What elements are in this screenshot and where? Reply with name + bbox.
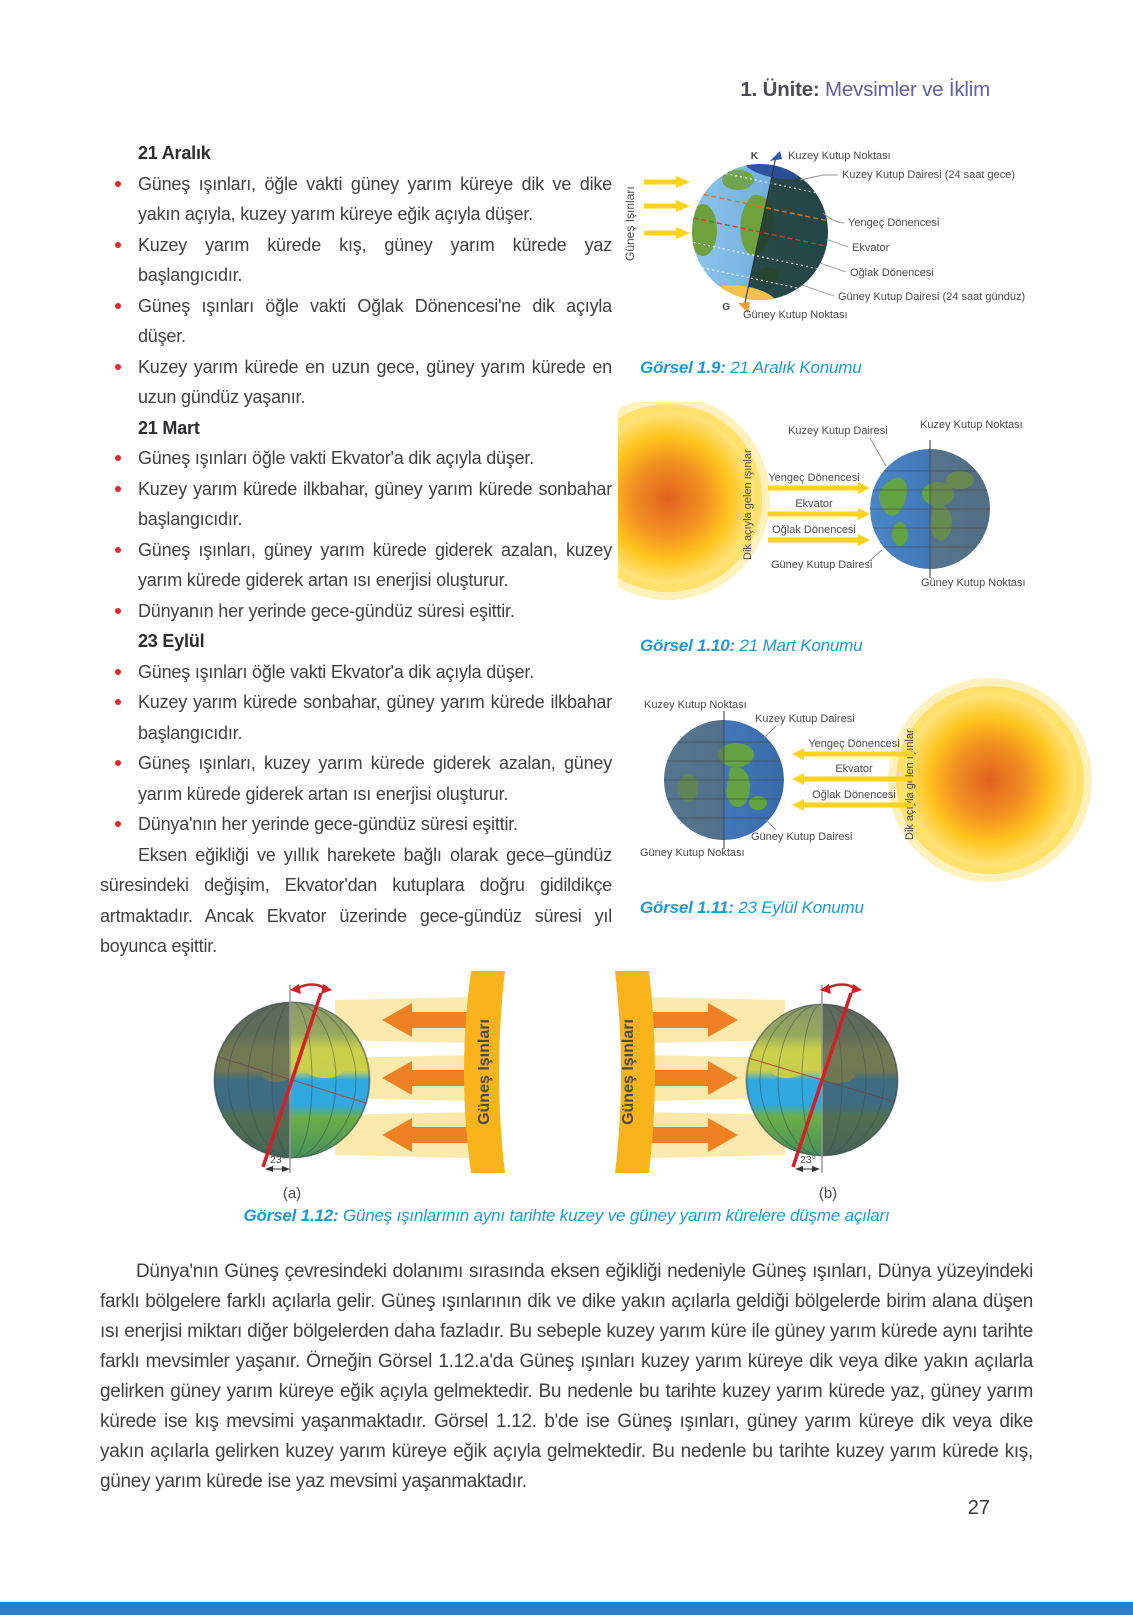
bullet-text: Güneş ışınları öğle vakti Ekvator'a dik açıyla düşer.: [138, 448, 535, 468]
list-item: [100, 443, 612, 474]
sun-rays-label: Güneş Işınları: [623, 186, 637, 261]
tropic-cancer-label: Yengeç Dönencesi: [808, 738, 900, 750]
bullet-text: Dünyanın her yerinde gece-gündüz süresi eşittir.: [138, 600, 515, 621]
sun-ray-arrows: [644, 182, 676, 233]
tropic-cancer-label: Yengeç Dönencesi: [848, 217, 940, 229]
north-pole-label: Kuzey Kutup Noktası: [920, 419, 1023, 431]
section-heading-21-aralik: 21 Aralık: [138, 143, 211, 163]
bullet-list-21-aralik: [100, 169, 612, 413]
caption-fig-1-12: [100, 1206, 1033, 1226]
callout-line: [764, 726, 776, 738]
list-item: [100, 687, 612, 748]
bullet-text: Güneş ışınları, kuzey yarım kürede giderek azalan, güney yarım kürede giderek artan ısı enerjisi oluşturur.: [138, 753, 612, 804]
section-heading-21-mart: 21 Mart: [138, 417, 200, 438]
bullet-text: Kuzey yarım kürede kış, güney yarım kürede yaz başlangıcıdır.: [138, 234, 612, 285]
svg-text:23°: 23°: [800, 1154, 816, 1166]
antarctic-circle-label: Güney Kutup Dairesi: [771, 559, 873, 571]
list-item: [100, 291, 612, 352]
list-item: [100, 535, 612, 596]
bullet-icon: [115, 669, 121, 675]
bullet-text: Kuzey yarım kürede en uzun gece, güney yarım kürede en uzun gündüz yaşanır.: [138, 356, 612, 407]
list-item: [100, 596, 612, 627]
bullet-text: Güneş ışınları öğle vakti Ekvator'a dik açıyla düşer.: [138, 661, 535, 682]
equator-label: Ekvator: [852, 242, 890, 254]
equator-label: Ekvator: [795, 498, 833, 510]
caption-fig-1-11: [640, 898, 864, 918]
bullet-icon: [115, 303, 121, 309]
caption-label: Görsel 1.10:: [640, 636, 735, 655]
bullet-icon: [115, 181, 121, 187]
arctic-circle-label: Kuzey Kutup Dairesi: [755, 713, 855, 725]
tropic-capricorn-label: Oğlak Dönencesi: [772, 524, 856, 536]
equator-label: Ekvator: [835, 763, 873, 775]
callout-line: [766, 820, 776, 830]
caption-text: 21 Aralık Konumu: [730, 358, 862, 377]
callout-line: [870, 438, 886, 466]
caption-text: Güneş ışınlarının aynı tarihte kuzey ve güney yarım kürelere düşme açıları: [343, 1206, 890, 1225]
bullet-text: Dünya'nın her yerinde gece-gündüz süresi eşittir.: [138, 814, 518, 834]
bullet-text: Kuzey yarım kürede sonbahar, güney yarım kürede ilkbahar başlangıcıdır.: [138, 692, 612, 743]
bullet-icon: [115, 455, 121, 461]
section-heading-23-eylul: 23 Eylül: [138, 631, 205, 651]
list-item: [100, 809, 612, 840]
list-item: [100, 657, 612, 688]
footer-bar: [0, 1602, 1133, 1615]
ray-arrowheads: [858, 482, 870, 546]
page-header: [740, 78, 990, 102]
figure-21-mart-diagram: [618, 402, 1133, 614]
earth-globe: [870, 449, 990, 569]
tropic-capricorn-label: Oğlak Dönencesi: [812, 789, 896, 801]
north-pole-label: Kuzey Kutup Noktası: [644, 699, 747, 711]
sun-ray-arrows-a: [382, 1003, 468, 1152]
south-pole-label: Güney Kutup Noktası: [640, 847, 745, 859]
sun: [888, 678, 1092, 882]
rays-label: Dik açıyla gelen ışınlar: [742, 449, 754, 560]
bullet-text: Güneş ışınları, öğle vakti güney yarım küreye dik ve dike yakın açıyla, kuzey yarım küreye eğik açıyla düşer.: [138, 173, 612, 224]
antarctic-circle-label: Güney Kutup Dairesi: [751, 831, 853, 843]
sub-label-a: (a): [282, 1185, 302, 1202]
ray-arrowheads: [792, 748, 804, 811]
main-text-column: [100, 138, 612, 962]
arctic-circle-label: Kuzey Kutup Dairesi (24 saat gece): [842, 169, 1016, 181]
figure-21-aralik-diagram: [618, 135, 1133, 340]
svg-text:23°: 23°: [270, 1154, 286, 1166]
south-pole-label: Güney Kutup Noktası: [921, 577, 1026, 589]
sun-rays-band-label-a: Güneş Işınları: [476, 1019, 493, 1125]
k-label: K: [750, 151, 758, 162]
bullet-icon: [115, 608, 121, 614]
sun-ray-arrowheads: [676, 176, 690, 239]
bullet-icon: [115, 242, 121, 248]
bottom-paragraph: Dünya'nın Güneş çevresindeki dolanımı sırasında eksen eğikliği nedeniyle Güneş ışınları, Dünya yüzeyindeki farklı bölgelere farklı açılarla gelir. Güneş ışınlarının dik ve dike yakın açılarla geldiği bölgelerde birim alana düşen ısı enerjisi miktarı diğer bölgelerden daha fazladır. Bu sebeple kuzey yarım küre ile güney yarım kürede aynı tarihte farklı mevsimler yaşanır. Örneğin Görsel 1.12.a'da Güneş ışınları kuzey yarım küreye dik veya dike yakın açılarla gelirken güney yarım küreye eğik açıyla gelmektedir. Bu nedenle bu tarihte kuzey yarım kürede yaz, güney yarım kürede ise kış mevsimi yaşanmaktadır. Görsel 1.12. b'de ise Güneş ışınları, güney yarım küreye dik veya dike yakın açılarla gelirken kuzey yarım küreye eğik açıyla gelmektedir. Bu nedenle bu tarihte kuzey yarım kürede kış, güney yarım kürede ise yaz mevsimi yaşanmaktadır.: [100, 1261, 1033, 1492]
caption-text: 23 Eylül Konumu: [738, 898, 864, 917]
sun-ray-arrows-b: [652, 1003, 738, 1152]
caption-fig-1-9: [640, 358, 862, 378]
bullet-text: Güneş ışınları, güney yarım kürede giderek azalan, kuzey yarım kürede giderek artan ısı enerjisi oluşturur.: [138, 539, 612, 590]
rotation-arrow-icon-b: [820, 984, 862, 994]
list-item: [100, 169, 612, 230]
caption-label: Görsel 1.11:: [640, 898, 734, 917]
rotation-arrow-icon-a: [290, 984, 332, 994]
caption-text: 21 Mart Konumu: [739, 636, 863, 655]
list-item: [100, 230, 612, 291]
bullet-icon: [115, 547, 121, 553]
rays-label: Dik açıyla gelen ışınlar: [904, 729, 916, 840]
sun-rays-band-label-b: Güneş Işınları: [620, 1019, 637, 1125]
page-number: 27: [967, 1497, 990, 1519]
closing-paragraph: Eksen eğikliği ve yıllık harekete bağlı olarak gece–gündüz süresindeki değişim, Ekvator'dan kutuplara doğru gidildikçe artmaktadır. Ancak Ekvator üzerinde gece-gündüz süresi yıl boyunca eşittir.: [100, 844, 612, 956]
list-item: [100, 748, 612, 809]
bullet-list-23-eylul: [100, 657, 612, 840]
bullet-list-21-mart: [100, 443, 612, 626]
tropic-cancer-label: Yengeç Dönencesi: [768, 472, 860, 484]
north-pole-label: Kuzey Kutup Noktası: [788, 150, 891, 162]
arctic-circle-label: Kuzey Kutup Dairesi: [788, 425, 888, 437]
list-item: [100, 474, 612, 535]
earth-globe: [664, 720, 784, 840]
antarctic-circle-label: Güney Kutup Dairesi (24 saat gündüz): [838, 291, 1026, 303]
angle-marker-b: [795, 1154, 820, 1172]
caption-label: Görsel 1.12:: [243, 1206, 339, 1225]
bullet-icon: [115, 699, 121, 705]
bullet-text: Güneş ışınları öğle vakti Oğlak Dönencesi'ne dik açıyla düşer.: [138, 295, 612, 346]
g-label: G: [722, 302, 730, 313]
bullet-text: Kuzey yarım kürede ilkbahar, güney yarım kürede sonbahar başlangıcıdır.: [138, 478, 612, 529]
tropic-capricorn-label: Oğlak Dönencesi: [850, 267, 934, 279]
figure-1-12-diagram: [185, 955, 985, 1205]
bullet-icon: [115, 760, 121, 766]
caption-fig-1-10: [640, 636, 862, 656]
south-pole-label: Güney Kutup Noktası: [743, 309, 848, 321]
unit-title: Mevsimler ve İklim: [825, 78, 990, 101]
sub-label-b: (b): [818, 1185, 838, 1202]
list-item: [100, 352, 612, 413]
bullet-icon: [115, 486, 121, 492]
bullet-icon: [115, 364, 121, 370]
caption-label: Görsel 1.9:: [640, 358, 726, 377]
bullet-icon: [115, 821, 121, 827]
north-pole-arrow-icon: [770, 151, 782, 161]
unit-label: 1. Ünite:: [740, 78, 820, 101]
figure-23-eylul-diagram: [618, 668, 1133, 893]
